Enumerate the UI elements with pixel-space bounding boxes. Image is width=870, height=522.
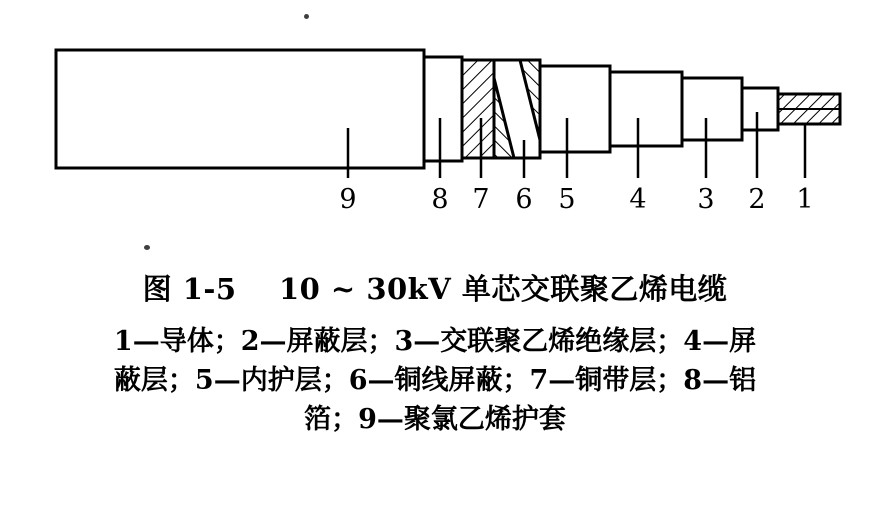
callout-1: 1 <box>796 184 814 215</box>
legend-line-1: 1—导体；2—屏蔽层；3—交联聚乙烯绝缘层；4—屏 <box>113 325 757 357</box>
callout-numbers <box>339 184 813 215</box>
cable-diagram-svg <box>0 0 870 240</box>
callout-3: 3 <box>697 184 715 215</box>
legend-line-2: 蔽层；5—内护层；6—铜线屏蔽；7—铜带层；8—铝 <box>113 364 757 396</box>
callout-6: 6 <box>515 184 533 215</box>
layer-3-xlpe-insulation <box>682 78 742 140</box>
layer-5-inner-sheath <box>540 66 610 152</box>
callout-4: 4 <box>629 184 647 215</box>
scan-speck <box>304 14 309 19</box>
cable-figure <box>0 0 870 240</box>
layer-7-copper-tape <box>462 60 494 158</box>
layer-4-outer-screen <box>610 72 682 146</box>
callout-7: 7 <box>472 184 490 215</box>
figure-legend <box>35 322 835 439</box>
scan-speck <box>144 245 150 250</box>
layer-8-aluminium-foil <box>424 57 462 161</box>
callout-9: 9 <box>339 184 357 215</box>
layer-9-pvc-sheath <box>56 50 424 168</box>
legend-line-3: 箔；9—聚氯乙烯护套 <box>304 403 566 435</box>
cable-body <box>56 50 840 168</box>
callout-2: 2 <box>748 184 766 215</box>
callout-5: 5 <box>558 184 576 215</box>
layer-2-conductor-screen <box>742 88 778 130</box>
figure-caption <box>0 268 870 439</box>
figure-title: 图 1-5 10 ~ 30kV 单芯交联聚乙烯电缆 <box>142 272 728 306</box>
callout-8: 8 <box>431 184 449 215</box>
